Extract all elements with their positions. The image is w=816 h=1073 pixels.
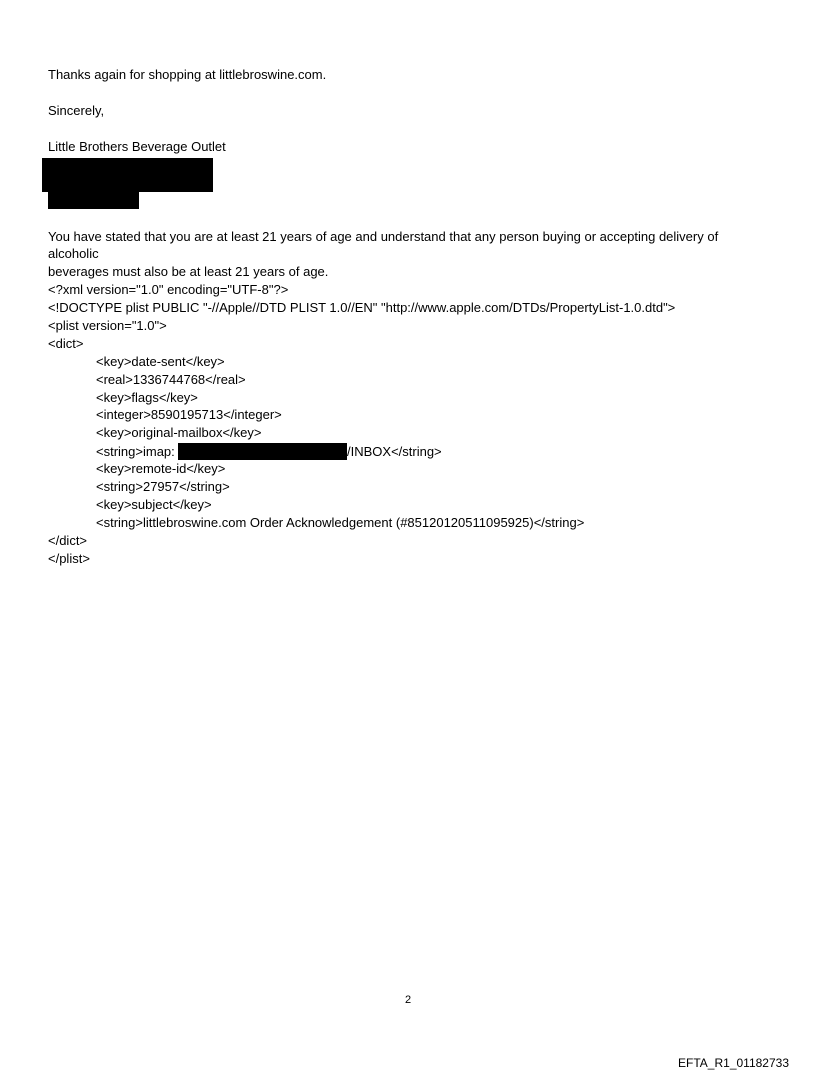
plist-entry: <key>original-mailbox</key> [96,425,262,440]
plist-entry: <string>littlebroswine.com Order Acknowledgement (#85120120511095925)</string> [96,515,585,530]
thanks-text: Thanks again for shopping at littlebroswine.com. [48,67,327,82]
closing-text: Sincerely, [48,103,105,118]
age-notice-line: You have stated that you are at least 21 years of age and understand that any person buying or accepting delivery of [48,229,719,244]
xml-declaration: <?xml version="1.0" encoding="UTF-8"?> [48,282,289,297]
dict-open-tag: <dict> [48,336,84,351]
plist-entry: <key>remote-id</key> [96,461,226,476]
plist-entry: <real>1336744768</real> [96,372,246,387]
plist-close-tag: </plist> [48,551,90,566]
plist-entry-imap: <string>imap: [96,444,175,459]
plist-entry-inbox: /INBOX</string> [347,444,442,459]
age-notice-line: alcoholic [48,246,99,261]
plist-open-tag: <plist version="1.0"> [48,318,167,333]
document-id: EFTA_R1_01182733 [678,1056,789,1070]
signature-text: Little Brothers Beverage Outlet [48,139,226,154]
redaction-block [48,191,139,209]
doctype-line: <!DOCTYPE plist PUBLIC "-//Apple//DTD PLIST 1.0//EN" "http://www.apple.com/DTDs/PropertyList-1.0.dtd"> [48,300,676,315]
redaction-block [42,158,213,192]
plist-entry: <integer>8590195713</integer> [96,407,282,422]
plist-entry: <key>subject</key> [96,497,212,512]
dict-close-tag: </dict> [48,533,88,548]
redaction-block [178,443,347,460]
age-notice-line: beverages must also be at least 21 years of age. [48,264,329,279]
plist-entry: <key>date-sent</key> [96,354,225,369]
plist-entry: <string>27957</string> [96,479,230,494]
page-number: 2 [404,994,412,1006]
plist-entry: <key>flags</key> [96,390,198,405]
